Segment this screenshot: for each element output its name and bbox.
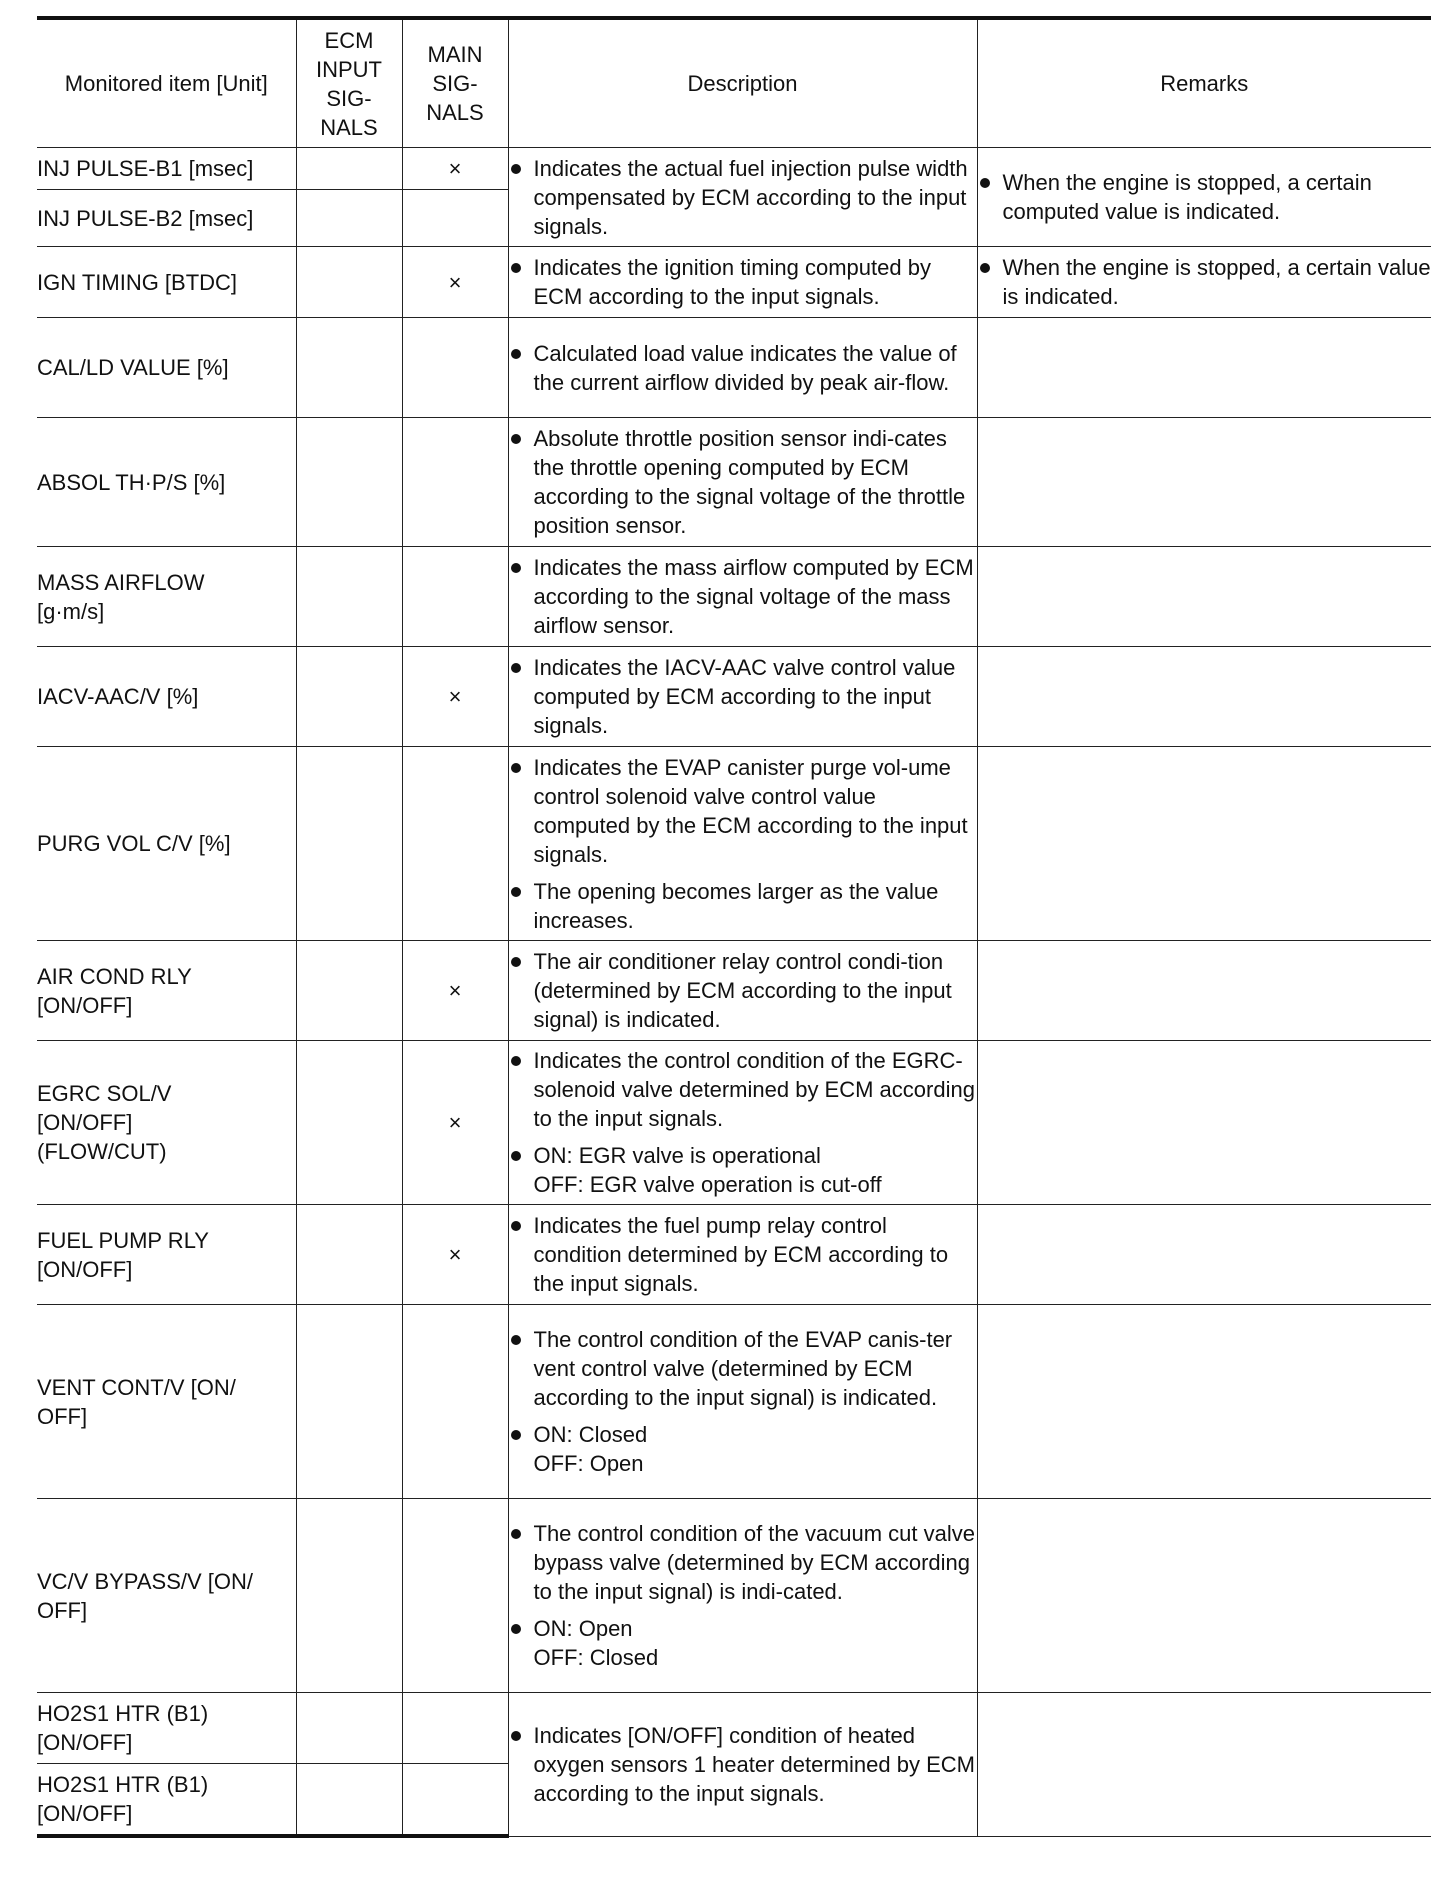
description-cell — [508, 1041, 977, 1205]
remarks-cell — [977, 1499, 1431, 1693]
description-bullet: Indicates the control condition of the EGRC-solenoid valve determined by ECM according to the input signals. — [509, 1046, 977, 1133]
description-bullet: The opening becomes larger as the value increases. — [509, 877, 977, 935]
ecm-input-mark — [296, 647, 402, 747]
monitored-item: IGN TIMING [BTDC] — [37, 247, 296, 318]
description-bullet: Indicates [ON/OFF] condition of heated oxygen sensors 1 heater determined by ECM according to the input signals. — [509, 1721, 977, 1808]
monitored-item: INJ PULSE-B2 [msec] — [37, 190, 296, 247]
main-signal-mark — [402, 1693, 508, 1764]
description-bullet: The control condition of the EVAP canis-ter vent control valve (determined by ECM according to the input signal) is indicated. — [509, 1325, 977, 1412]
ecm-input-mark — [296, 148, 402, 190]
description-bullet: ON: Closed OFF: Open — [509, 1420, 977, 1478]
monitored-item: AIR COND RLY [ON/OFF] — [37, 941, 296, 1041]
description-cell — [508, 1305, 977, 1499]
description-cell — [508, 647, 977, 747]
main-signal-mark — [402, 1305, 508, 1499]
monitored-item: FUEL PUMP RLY [ON/OFF] — [37, 1205, 296, 1305]
table-row — [37, 1499, 1431, 1693]
main-signal-mark: × — [402, 1205, 508, 1305]
table-row — [37, 318, 1431, 418]
monitored-item: EGRC SOL/V [ON/OFF] (FLOW/CUT) — [37, 1041, 296, 1205]
remarks-cell — [977, 1205, 1431, 1305]
main-signal-mark — [402, 190, 508, 247]
remarks-cell — [977, 318, 1431, 418]
description-bullet: ON: EGR valve is operational OFF: EGR valve operation is cut-off — [509, 1141, 977, 1199]
table-row — [37, 148, 1431, 190]
main-signal-mark — [402, 547, 508, 647]
remarks-cell — [977, 1693, 1431, 1837]
header-main-signals: MAIN SIG- NALS — [402, 18, 508, 148]
main-signal-mark — [402, 1764, 508, 1837]
remarks-cell — [977, 148, 1431, 247]
description-bullet: Indicates the fuel pump relay control condition determined by ECM according to the input signals. — [509, 1211, 977, 1298]
ecm-input-mark — [296, 1764, 402, 1837]
ecm-input-mark — [296, 1205, 402, 1305]
monitored-item: CAL/LD VALUE [%] — [37, 318, 296, 418]
description-bullet: Indicates the EVAP canister purge vol-ume control solenoid valve control value computed by the ECM according to the input signals. — [509, 753, 977, 869]
header-row — [37, 18, 1431, 148]
remarks-cell — [977, 418, 1431, 547]
remarks-cell — [977, 941, 1431, 1041]
description-cell — [508, 148, 977, 247]
table-row — [37, 1693, 1431, 1764]
description-cell — [508, 547, 977, 647]
remarks-cell — [977, 647, 1431, 747]
header-ecm-input-signals: ECM INPUT SIG- NALS — [296, 18, 402, 148]
table-row — [37, 418, 1431, 547]
header-description: Description — [508, 18, 977, 148]
monitored-item: VENT CONT/V [ON/ OFF] — [37, 1305, 296, 1499]
description-bullet: Indicates the actual fuel injection pulse width compensated by ECM according to the input signals. — [509, 154, 977, 241]
header-remarks: Remarks — [977, 18, 1431, 148]
remarks-bullet: When the engine is stopped, a certain computed value is indicated. — [978, 168, 1432, 226]
main-signal-mark — [402, 418, 508, 547]
description-bullet: Indicates the ignition timing computed by ECM according to the input signals. — [509, 253, 977, 311]
table-row — [37, 747, 1431, 941]
description-cell — [508, 1205, 977, 1305]
main-signal-mark — [402, 1499, 508, 1693]
description-bullet: Calculated load value indicates the value of the current airflow divided by peak air-flow. — [509, 339, 977, 397]
remarks-cell — [977, 747, 1431, 941]
description-bullet: Absolute throttle position sensor indi-cates the throttle opening computed by ECM according to the signal voltage of the throttle position sensor. — [509, 424, 977, 540]
table-row — [37, 1205, 1431, 1305]
remarks-cell — [977, 247, 1431, 318]
ecm-input-mark — [296, 1693, 402, 1764]
main-signal-mark: × — [402, 941, 508, 1041]
table-row — [37, 247, 1431, 318]
table-row — [37, 941, 1431, 1041]
ecm-input-mark — [296, 747, 402, 941]
ecm-input-mark — [296, 418, 402, 547]
description-bullet: ON: Open OFF: Closed — [509, 1614, 977, 1672]
main-signal-mark — [402, 747, 508, 941]
description-cell — [508, 941, 977, 1041]
description-bullet: Indicates the IACV-AAC valve control value computed by ECM according to the input signals. — [509, 653, 977, 740]
remarks-cell — [977, 1041, 1431, 1205]
main-signal-mark: × — [402, 647, 508, 747]
ecm-input-mark — [296, 1305, 402, 1499]
main-signal-mark — [402, 318, 508, 418]
main-signal-mark: × — [402, 247, 508, 318]
ecm-input-mark — [296, 1499, 402, 1693]
remarks-bullet: When the engine is stopped, a certain value is indicated. — [978, 253, 1432, 311]
ecm-input-mark — [296, 190, 402, 247]
monitored-item: VC/V BYPASS/V [ON/ OFF] — [37, 1499, 296, 1693]
description-cell — [508, 418, 977, 547]
description-bullet: The air conditioner relay control condi-tion (determined by ECM according to the input signal) is indicated. — [509, 947, 977, 1034]
table-row — [37, 647, 1431, 747]
description-cell — [508, 1499, 977, 1693]
monitor-table — [37, 16, 1431, 1838]
monitored-item: HO2S1 HTR (B1) [ON/OFF] — [37, 1693, 296, 1764]
description-bullet: Indicates the mass airflow computed by ECM according to the signal voltage of the mass airflow sensor. — [509, 553, 977, 640]
monitored-item: IACV-AAC/V [%] — [37, 647, 296, 747]
main-signal-mark: × — [402, 1041, 508, 1205]
ecm-input-mark — [296, 547, 402, 647]
description-cell — [508, 1693, 977, 1837]
monitored-item: INJ PULSE-B1 [msec] — [37, 148, 296, 190]
remarks-cell — [977, 1305, 1431, 1499]
monitored-item: MASS AIRFLOW [g·m/s] — [37, 547, 296, 647]
ecm-input-mark — [296, 941, 402, 1041]
remarks-cell — [977, 547, 1431, 647]
header-monitored-item: Monitored item [Unit] — [37, 18, 296, 148]
main-signal-mark: × — [402, 148, 508, 190]
ecm-input-mark — [296, 318, 402, 418]
monitored-item: ABSOL TH·P/S [%] — [37, 418, 296, 547]
ecm-input-mark — [296, 247, 402, 318]
ecm-input-mark — [296, 1041, 402, 1205]
description-cell — [508, 318, 977, 418]
monitored-item: PURG VOL C/V [%] — [37, 747, 296, 941]
table-row — [37, 1041, 1431, 1205]
table-row — [37, 1305, 1431, 1499]
monitored-item: HO2S1 HTR (B1) [ON/OFF] — [37, 1764, 296, 1837]
description-cell — [508, 747, 977, 941]
description-cell — [508, 247, 977, 318]
table-row — [37, 547, 1431, 647]
description-bullet: The control condition of the vacuum cut valve bypass valve (determined by ECM according to the input signal) is indi-cated. — [509, 1519, 977, 1606]
